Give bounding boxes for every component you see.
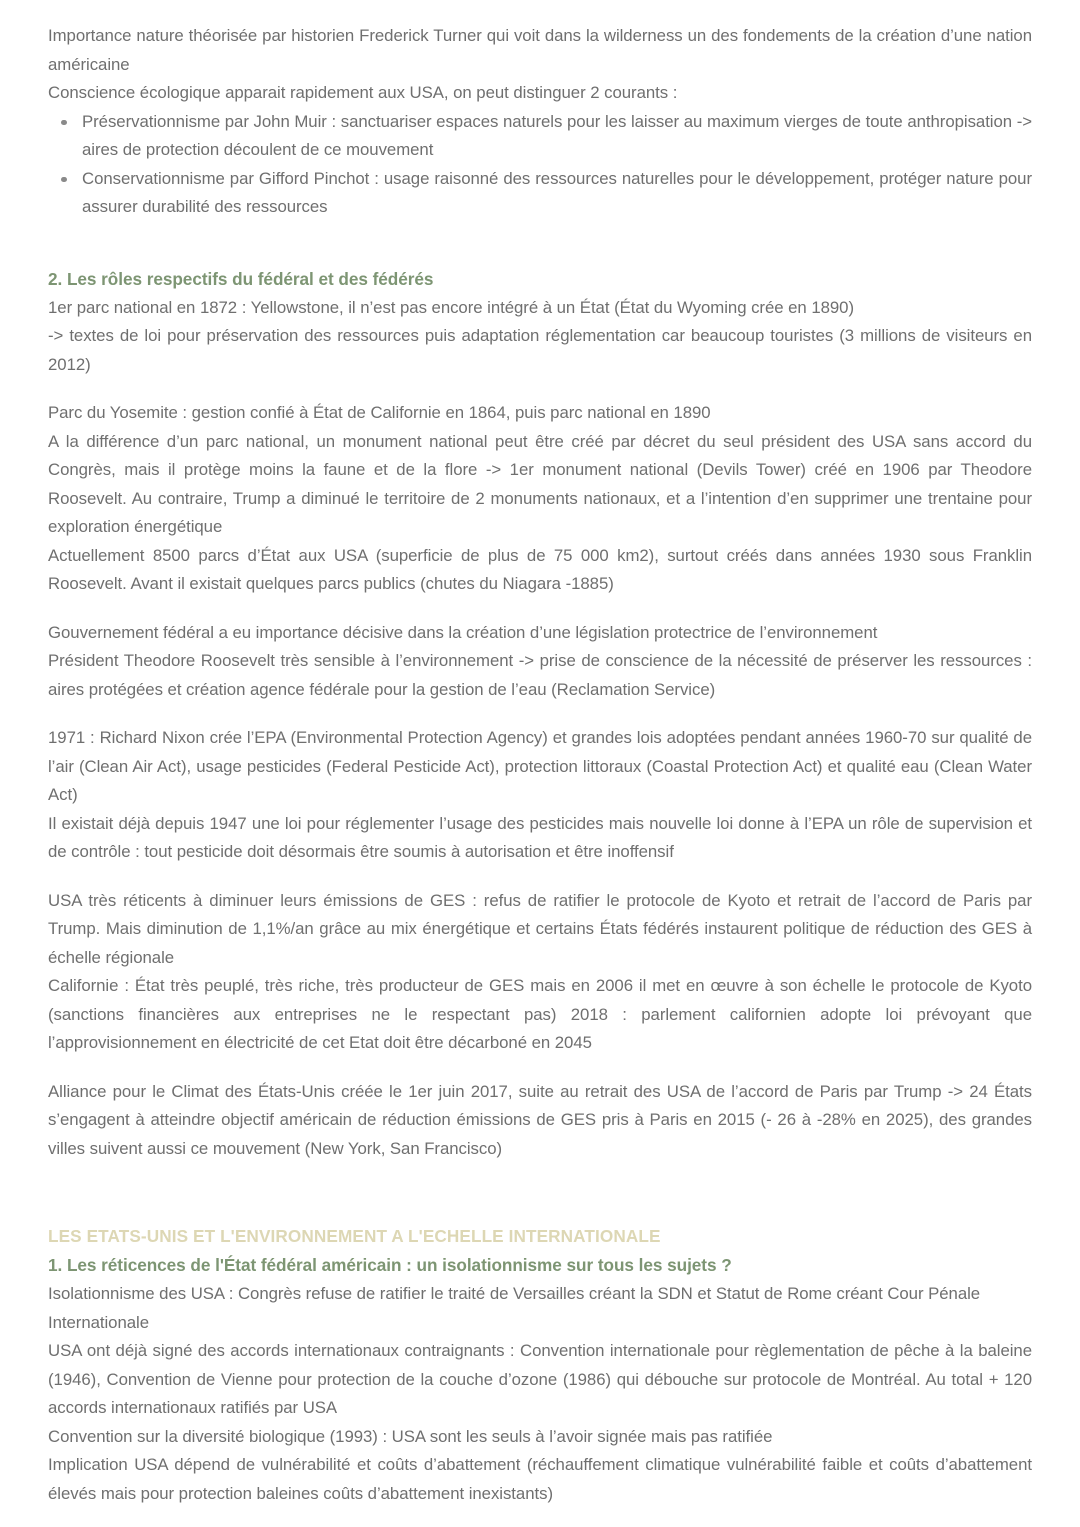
list-item xyxy=(48,165,1032,222)
section-heading-international: LES ETATS-UNIS ET L'ENVIRONNEMENT A L'ECHELLE INTERNATIONALE xyxy=(48,1226,661,1246)
paragraph-intl-2: USA ont déjà signé des accords internationaux contraignants : Convention internationale pour règlementation de pêche à la baleine (1946), Convention de Vienne pour protection de la couche d’ozone (1986) qui débouche sur protocole de Montréal. Au total + 120 accords internationaux ratifiés par USA xyxy=(48,1341,1032,1417)
list-item-label: Conservationnisme par Gifford Pinchot : usage raisonné des ressources naturelles pour le développement, protéger nature pour assurer durabilité des ressources xyxy=(82,168,1032,216)
bullet-list-courants xyxy=(48,108,1032,222)
paragraph-intl-1: Isolationnisme des USA : Congrès refuse de ratifier le traité de Versailles créant la SDN et Statut de Rome créant Cour Pénale Internationale xyxy=(48,1284,981,1332)
paragraph-intl-3: Convention sur la diversité biologique (1993) : USA sont les seuls à l’avoir signée mais pas ratifiée xyxy=(48,1426,773,1446)
spacer xyxy=(48,379,1032,399)
paragraph-2-11: Californie : État très peuplé, très riche, très producteur de GES mais en 2006 il met en œuvre à son échelle le protocole de Kyoto (sanctions financières aux entreprises ne le respectant pas) 2018 : parlement californien adopte loi prévoyant que l’approvisionnement en électricité de cet Etat doit être décarboné en 2045 xyxy=(48,976,1032,1052)
section-heading-2: 2. Les rôles respectifs du fédéral et des fédérés xyxy=(48,268,434,289)
spacer xyxy=(48,1205,1032,1223)
list-item xyxy=(48,108,1032,165)
spacer xyxy=(48,1058,1032,1078)
spacer xyxy=(48,867,1032,887)
spacer xyxy=(48,704,1032,724)
paragraph-2-2: -> textes de loi pour préservation des ressources puis adaptation réglementation car beaucoup touristes (3 millions de visiteurs en 2012) xyxy=(48,326,1032,374)
paragraph-2-8: 1971 : Richard Nixon crée l’EPA (Environmental Protection Agency) et grandes lois adoptées pendant années 1960-70 sur qualité de l’air (Clean Air Act), usage pesticides (Federal Pesticide Act), protection littoraux (Coastal Protection Act) et qualité eau (Clean Water Act) xyxy=(48,728,1032,804)
paragraph-2-6: Gouvernement fédéral a eu importance décisive dans la création d’une législation protectrice de l’environnement xyxy=(48,622,878,642)
paragraph-2-1: 1er parc national en 1872 : Yellowstone, il n’est pas encore intégré à un État (État du Wyoming crée en 1890) xyxy=(48,297,854,317)
list-item-label: Préservationnisme par John Muir : sanctuariser espaces naturels pour les laisser au maximum vierges de toute anthropisation -> aires de protection découlent de ce mouvement xyxy=(82,111,1032,159)
section-subheading-1: 1. Les réticences de l'État fédéral américain : un isolationnisme sur tous les sujets ? xyxy=(48,1255,732,1275)
paragraph-2-12: Alliance pour le Climat des États-Unis créée le 1er juin 2017, suite au retrait des USA de l’accord de Paris par Trump -> 24 États s’engagent à atteindre objectif américain de réduction émissions de GES pris à Paris en 2015 (- 26 à -28% en 2025), des grandes villes suivent aussi ce mouvement (New York, San Francisco) xyxy=(48,1081,1032,1158)
paragraph-intro-2: Conscience écologique apparait rapidement aux USA, on peut distinguer 2 courants : xyxy=(48,83,678,102)
paragraph-intro-1: Importance nature théorisée par historien Frederick Turner qui voit dans la wilderness un des fondements de la création d’une nation américaine xyxy=(48,26,1032,74)
paragraph-2-10: USA très réticents à diminuer leurs émissions de GES : refus de ratifier le protocole de Kyoto et retrait de l’accord de Paris par Trump. Mais diminution de 1,1%/an grâce au mix énergétique et certains États fédérés instaurent politique de réduction des GES à échelle régionale xyxy=(48,890,1032,967)
spacer xyxy=(48,222,1032,264)
paragraph-2-9: Il existait déjà depuis 1947 une loi pour réglementer l’usage des pesticides mais nouvelle loi donne à l’EPA un rôle de supervision et de contrôle : tout pesticide doit désormais être soumis à autorisation et être inoffensif xyxy=(48,813,1032,861)
paragraph-2-5: Actuellement 8500 parcs d’État aux USA (superficie de plus de 75 000 km2), surtout créés dans années 1930 sous Franklin Roosevelt. Avant il existait quelques parcs publics (chutes du Niagara -1885) xyxy=(48,545,1032,593)
paragraph-2-4: A la différence d’un parc national, un monument national peut être créé par décret du seul président des USA sans accord du Congrès, mais il protège moins la faune et de la flore -> 1er monument national (Devils Tower) créé en 1906 par Theodore Roosevelt. Au contraire, Trump a diminué le territoire de 2 monuments nationaux, et a l’intention d’en supprimer une trentaine pour exploration énergétique xyxy=(48,431,1032,536)
spacer xyxy=(48,599,1032,619)
paragraph-2-3: Parc du Yosemite : gestion confié à État de Californie en 1864, puis parc national en 1890 xyxy=(48,403,711,422)
bullet-dot-icon xyxy=(61,120,67,126)
paragraph-2-7: Président Theodore Roosevelt très sensible à l’environnement -> prise de conscience de la nécessité de préserver les ressources : aires protégées et création agence fédérale pour la gestion de l’eau (Reclamation Service) xyxy=(48,651,1032,699)
paragraph-intl-4: Implication USA dépend de vulnérabilité et coûts d’abattement (réchauffement climatique vulnérabilité faible et coûts d’abattement élevés mais pour protection baleines coûts d’abattement inexistants) xyxy=(48,1455,1032,1503)
bullet-dot-icon xyxy=(61,177,67,183)
spacer xyxy=(48,1163,1032,1205)
